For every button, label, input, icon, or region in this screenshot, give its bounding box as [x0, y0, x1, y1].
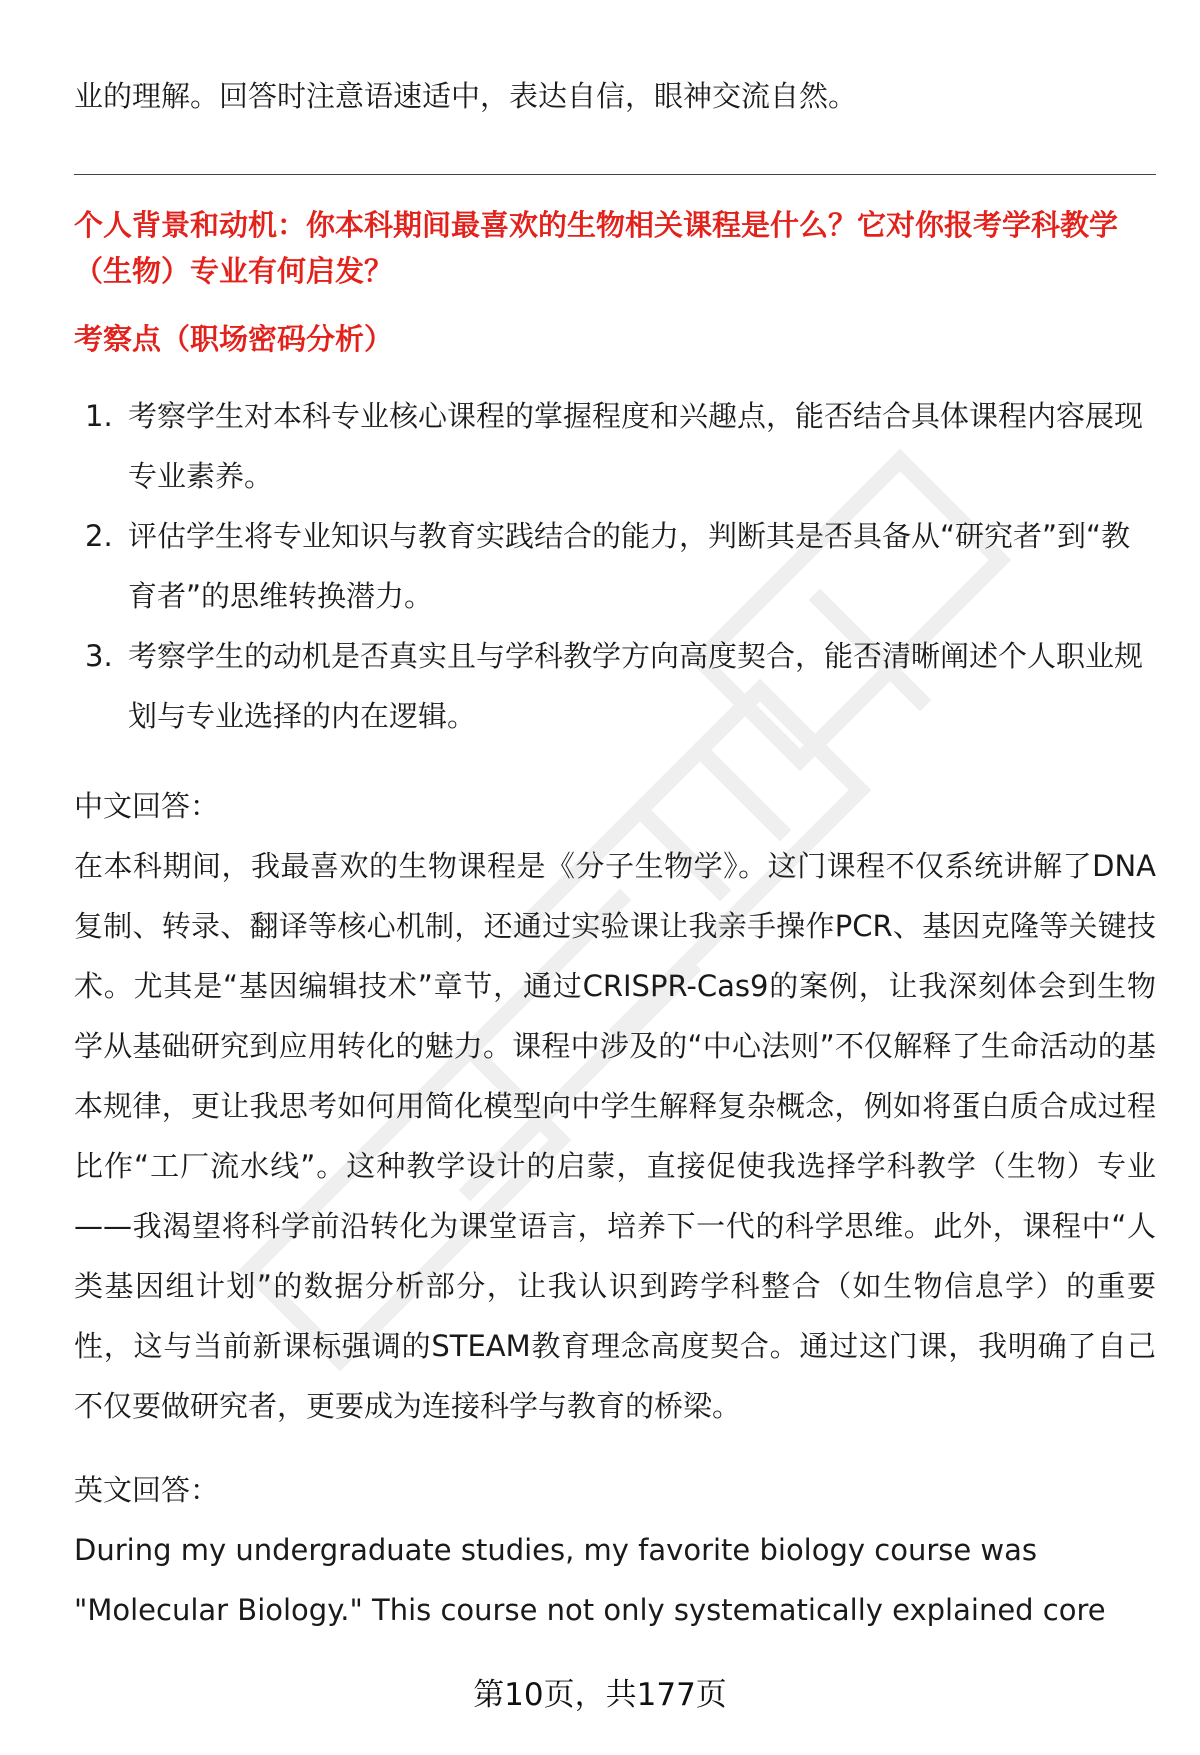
- list-item: [74, 626, 1156, 746]
- list-item-text: 考察学生的动机是否真实且与学科教学方向高度契合，能否清晰阐述个人职业规划与专业选择的内在逻辑。: [128, 639, 1144, 733]
- list-item: [74, 386, 1156, 506]
- question-title: 个人背景和动机：你本科期间最喜欢的生物相关课程是什么？它对你报考学科教学（生物）专业有何启发？: [74, 208, 1119, 288]
- assessment-points-list: [74, 386, 1156, 746]
- list-number: 1.: [85, 399, 113, 433]
- page-number-footer: 第10页，共177页: [473, 1677, 727, 1713]
- section-divider: [74, 174, 1156, 175]
- list-item: [74, 506, 1156, 626]
- chinese-answer-text: 在本科期间，我最喜欢的生物课程是《分子生物学》。这门课程不仅系统讲解了DNA复制、转录、翻译等核心机制，还通过实验课让我亲手操作PCR、基因克隆等关键技术。尤其是“基因编辑技术”章节，通过CRISPR-Cas9的案例，让我深刻体会到生物学从基础研究到应用转化的魅力。课程中涉及的“中心法则”不仅解释了生命活动的基本规律，更让我思考如何用简化模型向中学生解释复杂概念，例如将蛋白质合成过程比作“工厂流水线”。这种教学设计的启蒙，直接促使我选择学科教学（生物）专业——我渴望将科学前沿转化为课堂语言，培养下一代的科学思维。此外，课程中“人类基因组计划”的数据分析部分，让我认识到跨学科整合（如生物信息学）的重要性，这与当前新课标强调的STEAM教育理念高度契合。通过这门课，我明确了自己不仅要做研究者，更要成为连接科学与教育的桥梁。: [74, 849, 1156, 1423]
- english-answer-label: 英文回答：: [74, 1473, 220, 1507]
- english-answer-text: During my undergraduate studies, my favorite biology course was "Molecular Biology." This course not only systematically explained core: [74, 1533, 1106, 1627]
- continued-paragraph: 业的理解。回答时注意语速适中，表达自信，眼神交流自然。: [74, 79, 858, 113]
- list-number: 3.: [85, 639, 113, 673]
- list-item-text: 评估学生将专业知识与教育实践结合的能力，判断其是否具备从“研究者”到“教育者”的思维转换潜力。: [128, 519, 1131, 613]
- list-number: 2.: [85, 519, 113, 553]
- chinese-answer-label: 中文回答：: [74, 789, 220, 823]
- assessment-heading: 考察点（职场密码分析）: [74, 322, 394, 356]
- list-item-text: 考察学生对本科专业核心课程的掌握程度和兴趣点，能否结合具体课程内容展现专业素养。: [128, 399, 1144, 493]
